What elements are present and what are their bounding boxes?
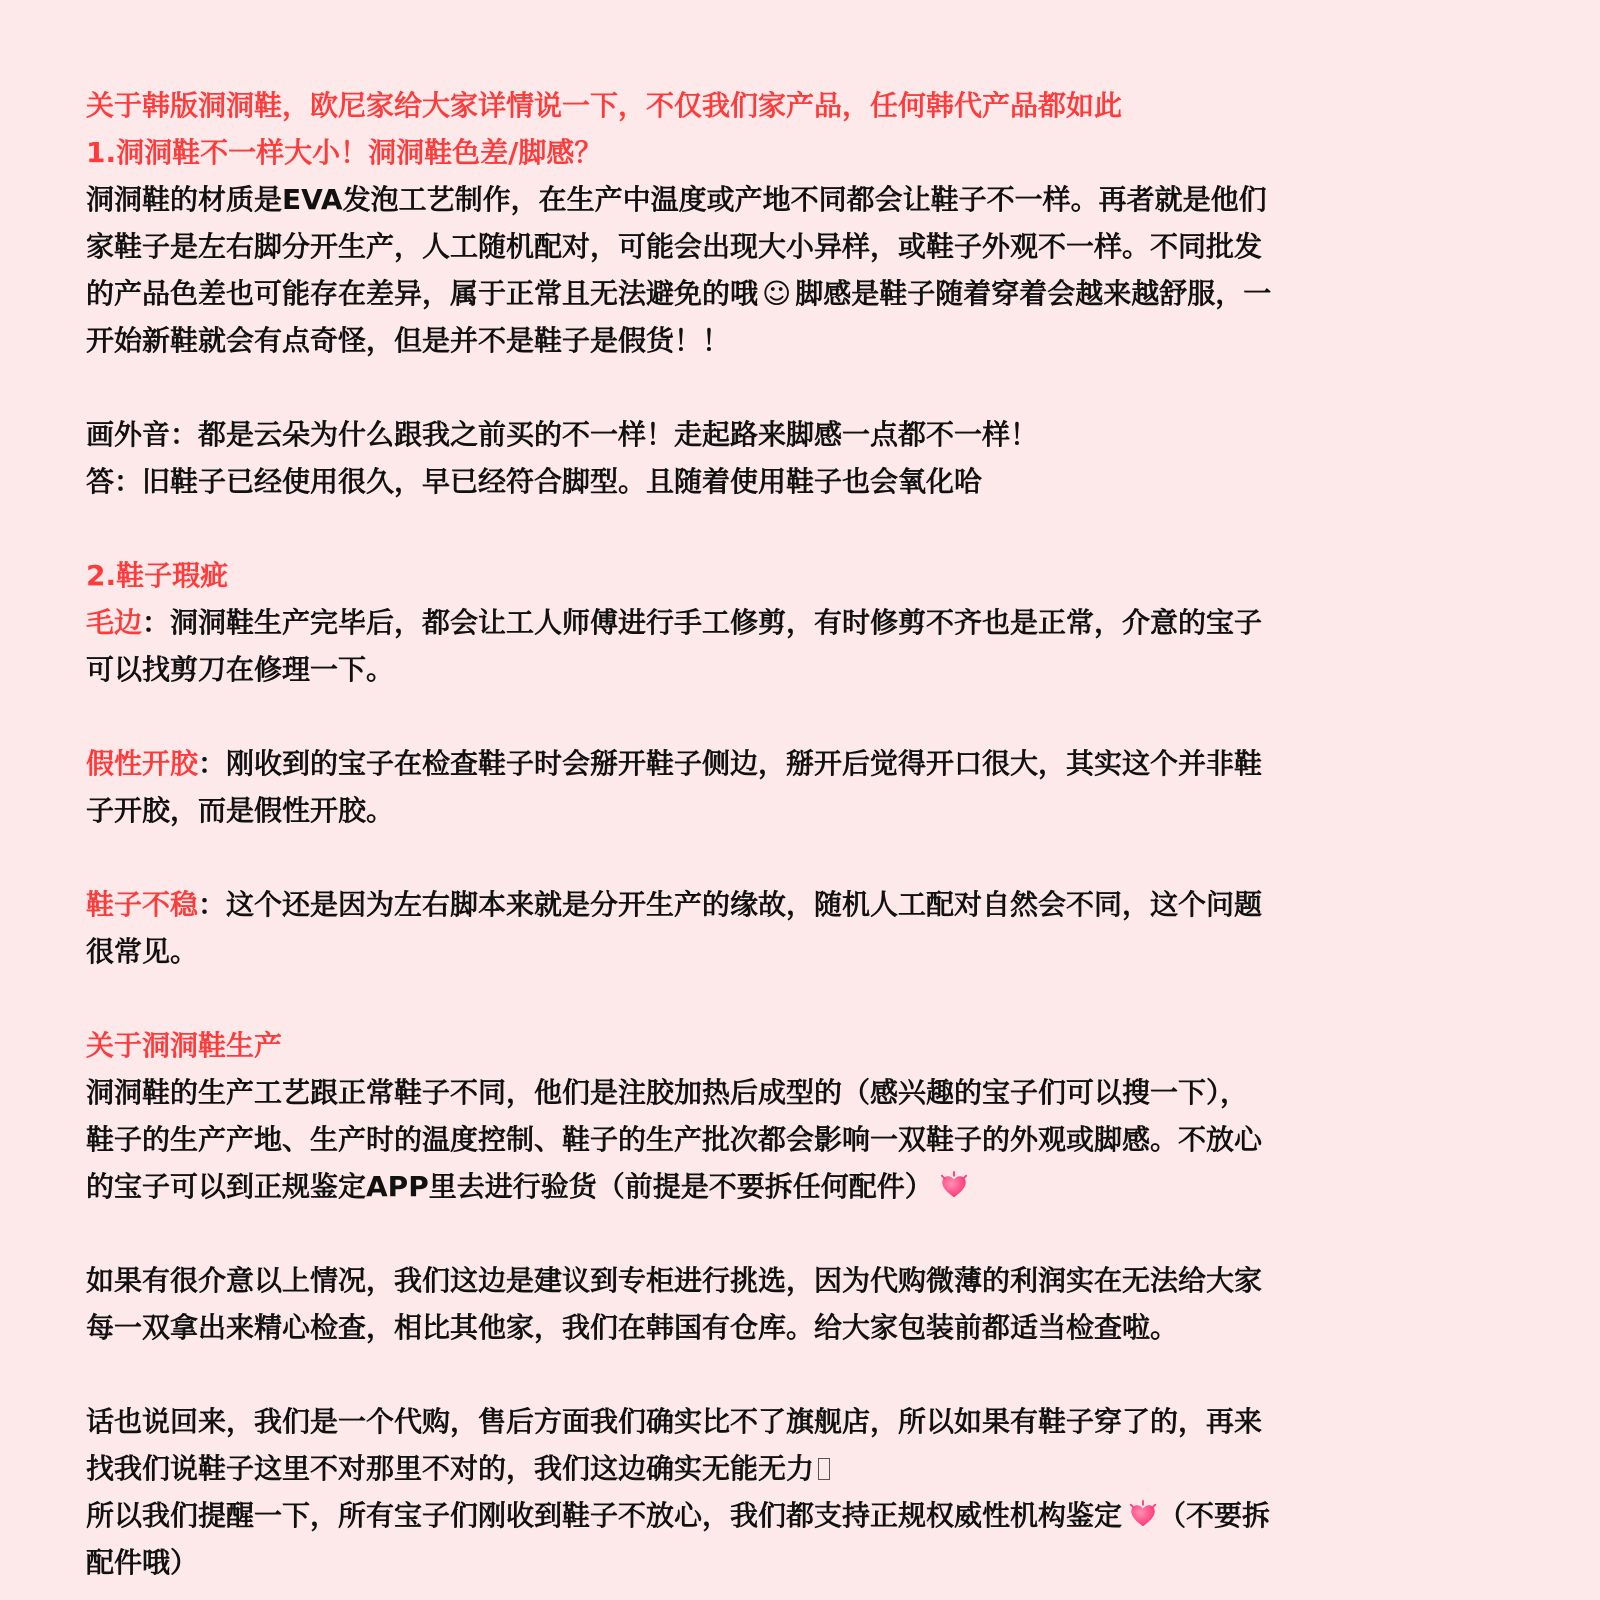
paragraph-text: 找我们说鞋子这里不对那里不对的，我们这边确实无能无力: [86, 1452, 815, 1485]
paragraph-line: [86, 1163, 1490, 1210]
paragraph-text: 的产品色差也可能存在差异，属于正常且无法避免的哦: [86, 277, 759, 310]
paragraph-text: 所以我们提醒一下，所有宝子们刚收到鞋子不放心，我们都支持正规权威性机构鉴定: [86, 1499, 1123, 1532]
paragraph-line: 话也说回来，我们是一个代购，售后方面我们确实比不了旗舰店，所以如果有鞋子穿了的，再来: [86, 1405, 1263, 1438]
paragraph-line: 可以找剪刀在修理一下。: [86, 653, 395, 686]
spacer: [86, 834, 1490, 881]
paragraph-text: 脚感是鞋子随着穿着会越来越舒服，一: [795, 277, 1272, 310]
section-heading-production: 关于洞洞鞋生产: [86, 1029, 283, 1062]
spacer: [86, 1210, 1490, 1257]
paragraph-line: 子开胶，而是假性开胶。: [86, 794, 395, 827]
paragraph-line: [86, 1445, 1490, 1492]
paragraph-line: 洞洞鞋的材质是EVA发泡工艺制作，在生产中温度或产地不同都会让鞋子不一样。再者就是他们: [86, 183, 1267, 216]
paragraph-text: ：洞洞鞋生产完毕后，都会让工人师傅进行手工修剪，有时修剪不齐也是正常，介意的宝子: [142, 606, 1263, 639]
paragraph-line: 每一双拿出来精心检查，相比其他家，我们在韩国有仓库。给大家包装前都适当检查啦。: [86, 1311, 1179, 1344]
paragraph-line: [86, 740, 1490, 787]
paragraph-line: 洞洞鞋的生产工艺跟正常鞋子不同，他们是注胶加热后成型的（感兴趣的宝子们可以搜一下），: [86, 1076, 1249, 1109]
paragraph-line: [86, 599, 1490, 646]
heart-icon: [939, 1171, 969, 1201]
voiceover-answer: 答：旧鞋子已经使用很久，早已经符合脚型。且随着使用鞋子也会氧化哈: [86, 465, 983, 498]
paragraph-line: [86, 881, 1490, 928]
paragraph-line: 家鞋子是左右脚分开生产，人工随机配对，可能会出现大小异样，或鞋子外观不一样。不同批发: [86, 230, 1263, 263]
spacer: [86, 975, 1490, 1022]
paragraph-line: 鞋子的生产产地、生产时的温度控制、鞋子的生产批次都会影响一双鞋子的外观或脚感。不放心: [86, 1123, 1263, 1156]
paragraph-line: 很常见。: [86, 935, 199, 968]
paragraph-line: 配件哦）: [86, 1546, 199, 1579]
heart-icon: [1128, 1500, 1158, 1530]
spacer: [86, 1351, 1490, 1398]
paragraph-text: ：刚收到的宝子在检查鞋子时会掰开鞋子侧边，掰开后觉得开口很大，其实这个并非鞋: [198, 747, 1263, 780]
smile-icon: ☺: [762, 277, 792, 310]
paragraph-line: [86, 1492, 1490, 1539]
paragraph-line: 开始新鞋就会有点奇怪，但是并不是鞋子是假货！！: [86, 324, 731, 357]
spacer: [86, 364, 1490, 411]
paragraph-line: 如果有很介意以上情况，我们这边是建议到专柜进行挑选，因为代购微薄的利润实在无法给大家: [86, 1264, 1263, 1297]
unstable-label: 鞋子不稳: [86, 888, 199, 921]
voiceover-question: 画外音：都是云朵为什么跟我之前买的不一样！走起路来脚感一点都不一样！: [86, 418, 1039, 451]
intro-title: 关于韩版洞洞鞋，欧尼家给大家详情说一下，不仅我们家产品，任何韩代产品都如此: [86, 89, 1123, 122]
fake-unglued-label: 假性开胶: [86, 747, 199, 780]
spacer: [86, 693, 1490, 740]
spacer: [86, 505, 1490, 552]
paragraph-text: 的宝子可以到正规鉴定APP里去进行验货（前提是不要拆任何配件）: [86, 1170, 933, 1203]
section-heading-flaws: 2.鞋子瑕疵: [86, 559, 229, 592]
burr-label: 毛边: [86, 606, 143, 639]
paragraph-text: （不要拆: [1158, 1499, 1271, 1532]
paragraph-line: [86, 270, 1490, 317]
paragraph-text: ：这个还是因为左右脚本来就是分开生产的缘故，随机人工配对自然会不同，这个问题: [198, 888, 1263, 921]
section-heading-size-color: 1.洞洞鞋不一样大小！洞洞鞋色差/脚感？: [86, 136, 603, 169]
missing-glyph-icon: [818, 1458, 830, 1480]
